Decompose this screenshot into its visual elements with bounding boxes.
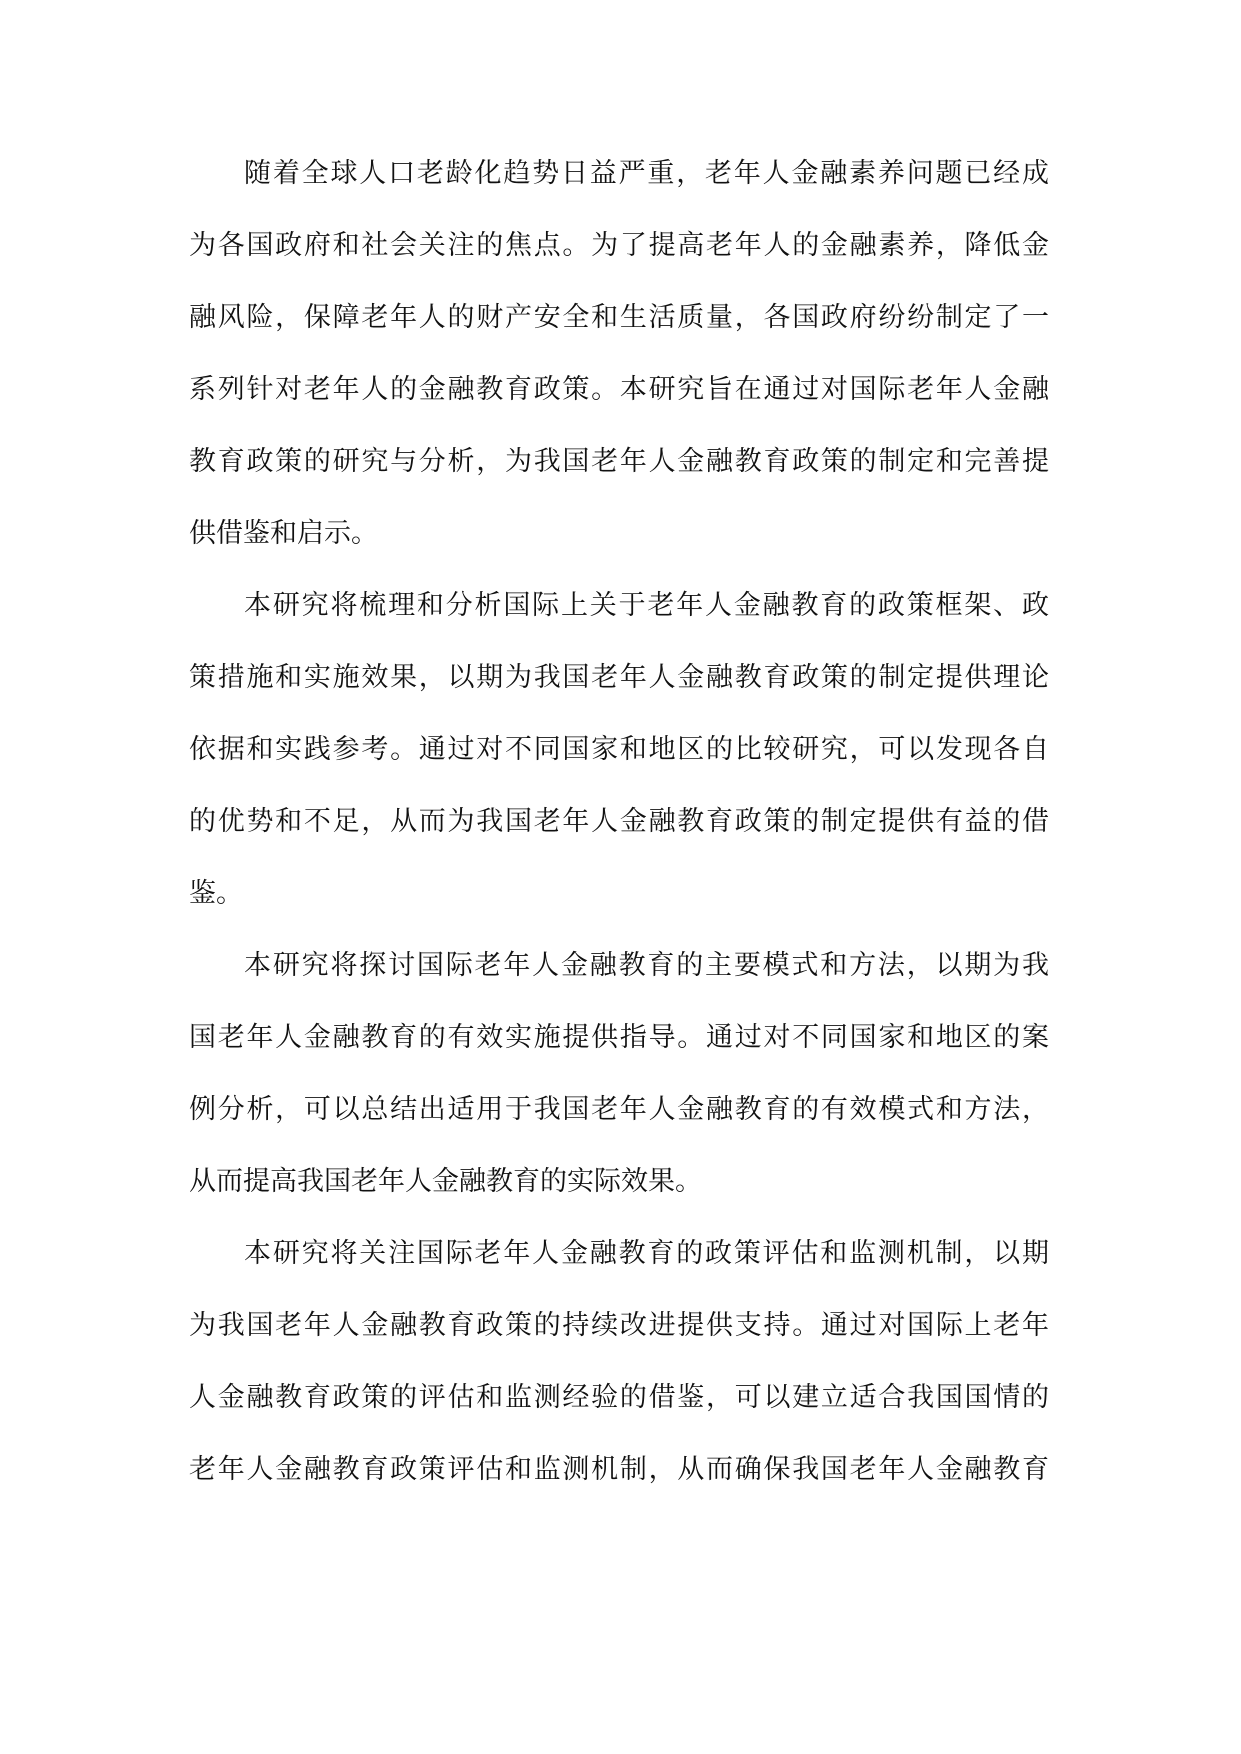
text-line: 依据和实践参考。通过对不同国家和地区的比较研究，可以发现各自 [189, 734, 1049, 765]
text-line: 本研究将关注国际老年人金融教育的政策评估和监测机制，以期 [244, 1238, 1049, 1269]
text-line: 随着全球人口老龄化趋势日益严重，老年人金融素养问题已经成 [244, 158, 1049, 189]
paragraph-2 [189, 570, 1049, 930]
text-line: 教育政策的研究与分析，为我国老年人金融教育政策的制定和完善提 [189, 446, 1049, 477]
text-line: 供借鉴和启示。 [189, 518, 378, 549]
text-line: 系列针对老年人的金融教育政策。本研究旨在通过对国际老年人金融 [189, 374, 1049, 405]
text-line: 为各国政府和社会关注的焦点。为了提高老年人的金融素养，降低金 [189, 230, 1049, 261]
text-line: 国老年人金融教育的有效实施提供指导。通过对不同国家和地区的案 [189, 1022, 1049, 1053]
text-line: 融风险，保障老年人的财产安全和生活质量，各国政府纷纷制定了一 [189, 302, 1049, 333]
text-line: 例分析，可以总结出适用于我国老年人金融教育的有效模式和方法， [189, 1094, 1049, 1125]
text-line: 策措施和实施效果，以期为我国老年人金融教育政策的制定提供理论 [189, 662, 1049, 693]
paragraph-4 [189, 1218, 1049, 1506]
text-line: 为我国老年人金融教育政策的持续改进提供支持。通过对国际上老年 [189, 1310, 1049, 1341]
text-line: 的优势和不足，从而为我国老年人金融教育政策的制定提供有益的借 [189, 806, 1049, 837]
paragraph-1 [189, 138, 1049, 570]
body-text [189, 138, 1049, 1506]
text-line: 本研究将探讨国际老年人金融教育的主要模式和方法，以期为我 [244, 950, 1049, 981]
text-line: 老年人金融教育政策评估和监测机制，从而确保我国老年人金融教育 [189, 1454, 1049, 1485]
text-line: 人金融教育政策的评估和监测经验的借鉴，可以建立适合我国国情的 [189, 1382, 1049, 1413]
paragraph-3 [189, 930, 1049, 1218]
text-line: 鉴。 [189, 878, 243, 909]
text-line: 本研究将梳理和分析国际上关于老年人金融教育的政策框架、政 [244, 590, 1049, 621]
text-line: 从而提高我国老年人金融教育的实际效果。 [189, 1166, 702, 1197]
